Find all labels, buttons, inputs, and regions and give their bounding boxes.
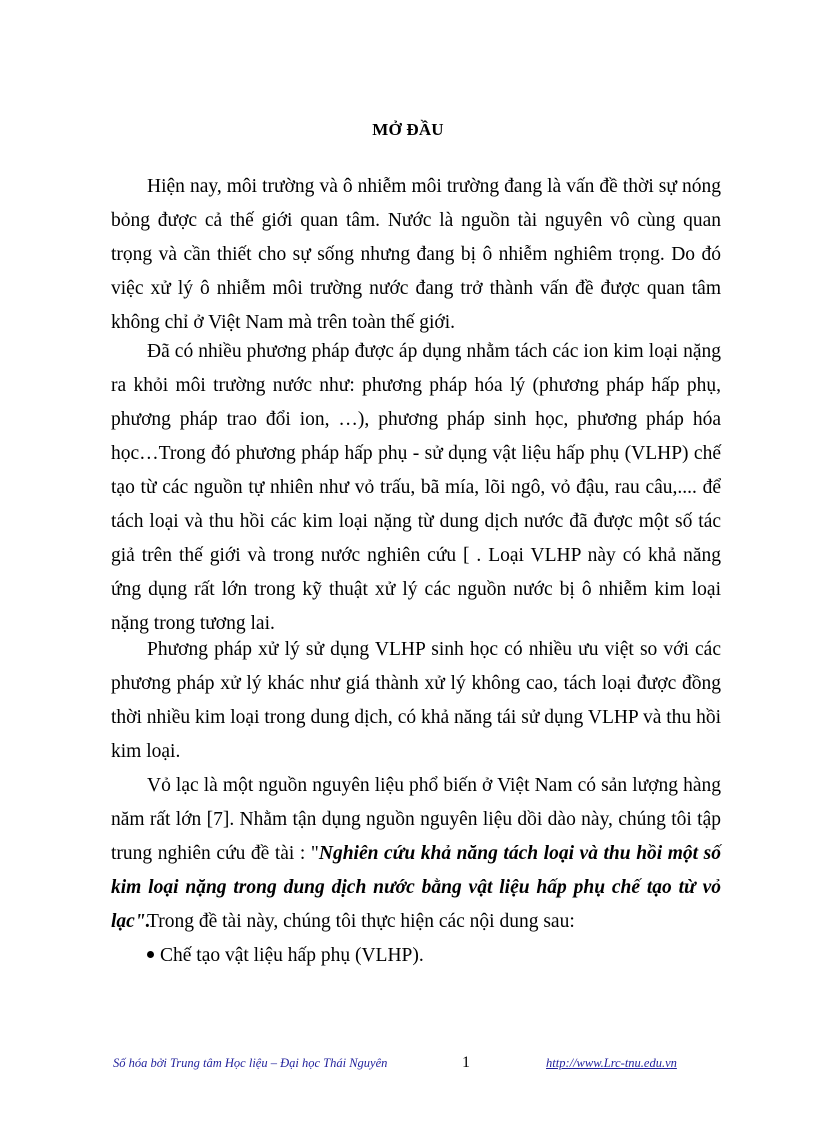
thesis-title-emphasis: Nghiên cứu khả năng tách loại và thu hồi một số kim loại nặng trong dung dịch nước bằng vật liệu hấp phụ chế tạo từ vỏ lạc". (111, 843, 721, 932)
footer-source-label: Số hóa bởi Trung tâm Học liệu – Đại học Thái Nguyên (113, 1056, 388, 1070)
footer-website-link[interactable]: http://www.Lrc-tnu.edu.vn (546, 1056, 677, 1070)
bullet-list-item (147, 939, 424, 973)
bullet-icon (147, 951, 154, 958)
paragraph-text: Trong đề tài này, chúng tôi thực hiện các nội dung sau: (147, 911, 575, 932)
paragraph-lead-text: Vỏ lạc là một nguồn nguyên liệu phổ biến ở Việt Nam có sản lượng hàng năm rất lớn [7]. Nhằm tận dụng nguồn nguyên liệu dồi dào này, chúng tôi tập trung nghiên cứu đề tài : " (111, 775, 721, 864)
page-number: 1 (462, 1054, 470, 1071)
page-title: MỞ ĐẦU (372, 120, 444, 139)
paragraph-text: Đã có nhiều phương pháp được áp dụng nhằm tách các ion kim loại nặng ra khỏi môi trường nước như: phương pháp hóa lý (phương pháp hấp phụ, phương pháp trao đổi ion, …), phương pháp sinh học, phương pháp hóa học…Trong đó phương pháp hấp phụ - sử dụng vật liệu hấp phụ (VLHP) chế tạo từ các nguồn tự nhiên như vỏ trấu, bã mía, lõi ngô, vỏ đậu, rau câu,.... để tách loại và thu hồi các kim loại nặng từ dung dịch nước đã được một số tác giả trên thế giới và trong nước nghiên cứu [ . Loại VLHP này có khả năng ứng dụng rất lớn trong kỹ thuật xử lý các nguồn nước bị ô nhiễm kim loại nặng trong tương lai. (111, 341, 721, 634)
paragraph-intro (111, 170, 721, 340)
bullet-text: Chế tạo vật liệu hấp phụ (VLHP). (160, 945, 424, 966)
paragraph-methods (111, 335, 721, 641)
paragraph-text: Phương pháp xử lý sử dụng VLHP sinh học có nhiều ưu việt so với các phương pháp xử lý khác như giá thành xử lý không cao, tách loại được đồng thời nhiều kim loại trong dung dịch, có khả năng tái sử dụng VLHP và thu hồi kim loại. (111, 639, 721, 762)
paragraph-advantages (111, 633, 721, 769)
paragraph-contents-intro (111, 905, 721, 939)
paragraph-text: Hiện nay, môi trường và ô nhiễm môi trường đang là vấn đề thời sự nóng bỏng được cả thế giới quan tâm. Nước là nguồn tài nguyên vô cùng quan trọng và cần thiết cho sự sống nhưng đang bị ô nhiễm nghiêm trọng. Do đó việc xử lý ô nhiễm môi trường nước đang trở thành vấn đề được quan tâm không chỉ ở Việt Nam mà trên toàn thế giới. (111, 176, 721, 333)
page-footer (0, 1054, 816, 1076)
